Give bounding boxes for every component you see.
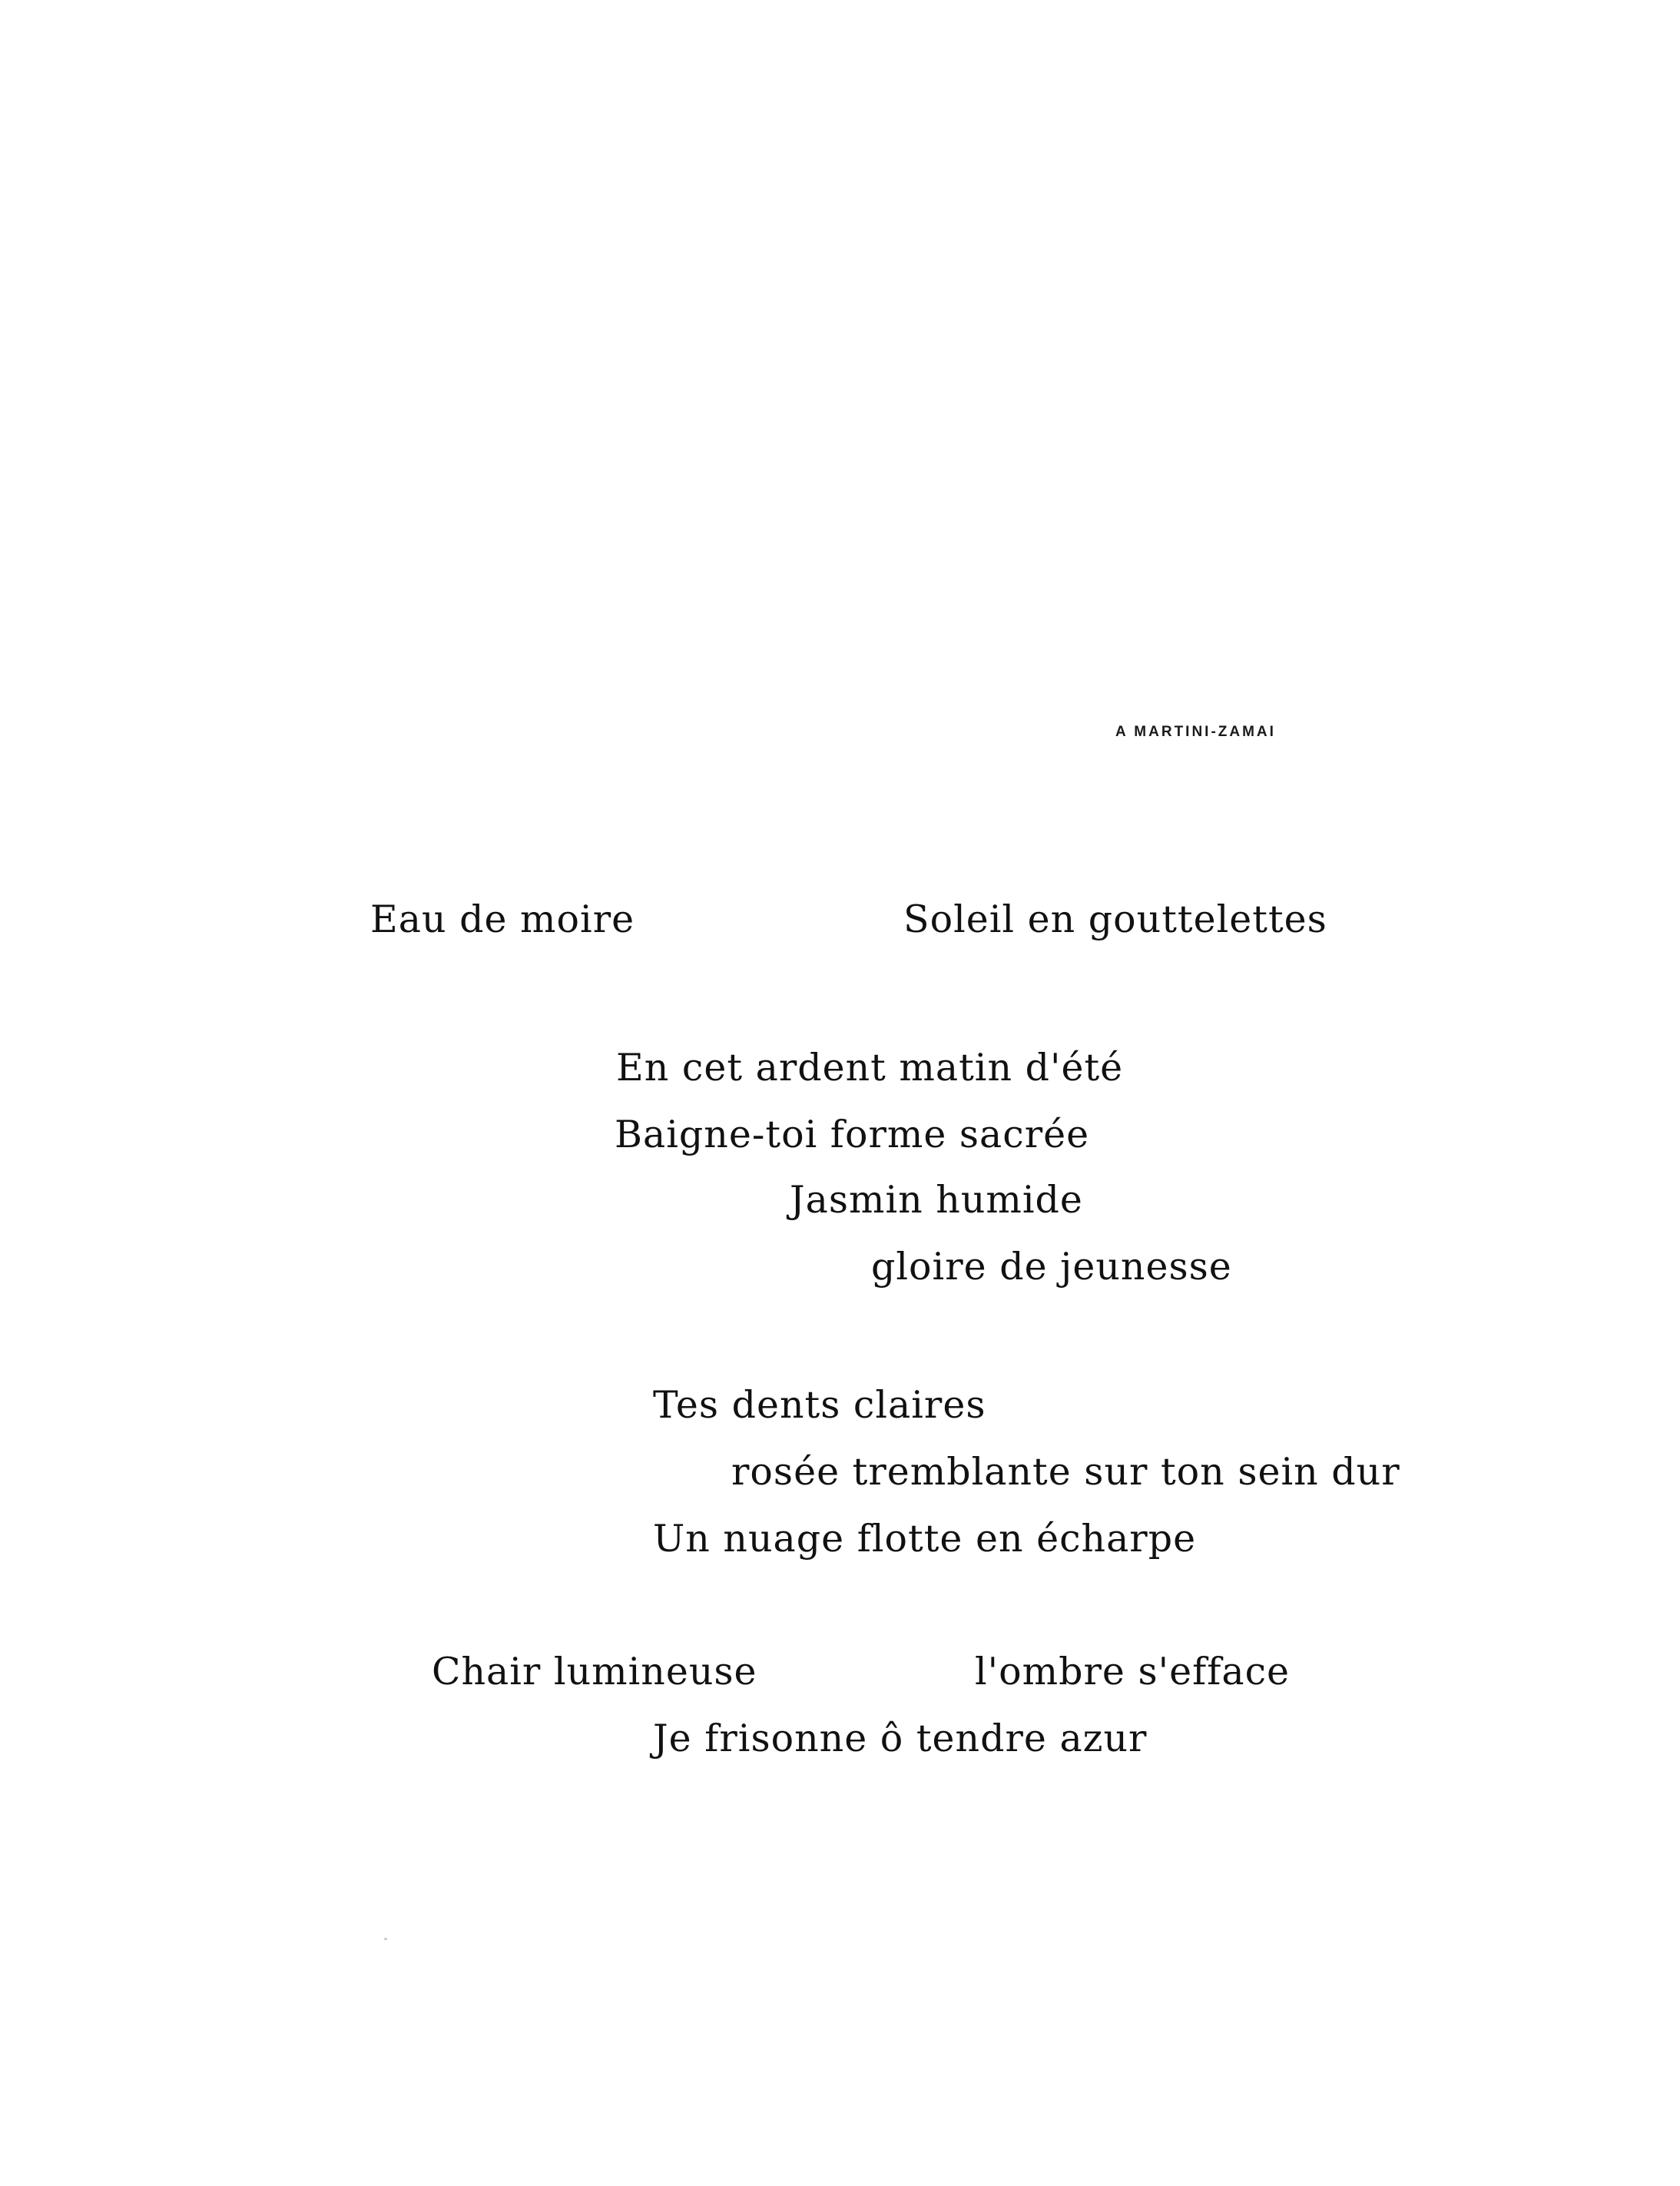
poem-line: Tes dents claires	[653, 1383, 986, 1427]
poem-line: En cet ardent matin d'été	[616, 1046, 1124, 1090]
poem-line: Eau de moire	[370, 897, 635, 941]
poem-line: l'ombre s'efface	[975, 1650, 1291, 1693]
paper-speck	[384, 1938, 387, 1940]
poem-line: gloire de jeunesse	[871, 1245, 1232, 1289]
poem-line: Baigne-toi forme sacrée	[615, 1113, 1090, 1156]
poem-line: Chair lumineuse	[432, 1650, 757, 1693]
dedication: A MARTINI-ZAMAI	[1115, 724, 1276, 740]
poem-line: Un nuage flotte en écharpe	[653, 1517, 1197, 1561]
poem-line: Soleil en gouttelettes	[903, 897, 1327, 941]
poem-line: rosée tremblante sur ton sein dur	[731, 1450, 1400, 1494]
poem-line: Je frisonne ô tendre azur	[653, 1717, 1148, 1760]
poem-line: Jasmin humide	[790, 1178, 1083, 1222]
